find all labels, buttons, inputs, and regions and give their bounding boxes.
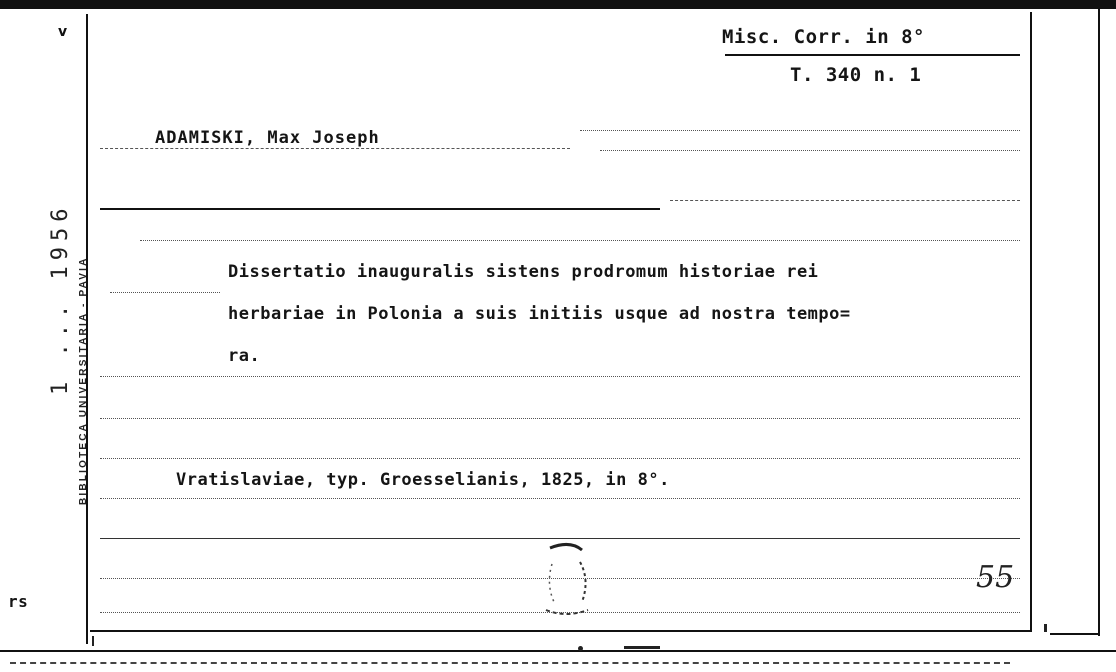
ruled-line-5: [100, 418, 1020, 419]
title-line-3: ra.: [228, 346, 261, 366]
bottom-border: [90, 630, 1030, 632]
shelfmark: T. 340 n. 1: [790, 64, 922, 86]
ruled-line-8: [100, 538, 1020, 539]
author-heading: ADAMISKI, Max Joseph: [155, 128, 380, 148]
bottom-tick: [92, 636, 94, 646]
library-stamp-text: BIBLIOTECA UNIVERSITARIA - PAVIA: [78, 256, 89, 505]
right-edge-rule: [1098, 6, 1100, 636]
bottom-dot: [578, 646, 583, 651]
ruled-line-7: [100, 498, 1020, 499]
bottom-edge: [0, 650, 1116, 652]
author-rule-right-2: [600, 150, 1020, 151]
separator-rule-2: [140, 240, 1020, 241]
ruled-line-4: [100, 376, 1020, 377]
ruled-line-6: [100, 458, 1020, 459]
side-date-text: 1 ... 1956: [48, 202, 73, 395]
imprint-line: Vratislaviae, typ. Groesselianis, 1825, in 8°.: [176, 470, 670, 490]
separator-rule-1: [100, 208, 660, 210]
title-line-2: herbariae in Polonia a suis initiis usque ad nostra tempo=: [228, 304, 851, 324]
author-rule-left: [100, 148, 570, 149]
top-left-mark: v: [58, 24, 68, 40]
ruled-line-3: [110, 292, 220, 293]
bottom-dash-mark: [624, 646, 660, 649]
title-line-1: Dissertatio inauguralis sistens prodromum historiae rei: [228, 262, 819, 282]
handwritten-number: 55: [976, 560, 1015, 595]
top-border: [0, 0, 1116, 9]
collection-label: Misc. Corr. in 8°: [722, 26, 925, 48]
bottom-dotted-edge: [10, 662, 1010, 664]
punch-hole: [536, 540, 606, 620]
bottom-right-tick: [1044, 624, 1047, 632]
author-rule-right: [580, 130, 1020, 131]
separator-rule-1b: [670, 200, 1020, 201]
collection-underline: [725, 54, 1020, 56]
bottom-border-right: [1050, 633, 1100, 635]
left-margin-note: rs: [8, 592, 29, 611]
right-margin-rule: [1030, 12, 1032, 632]
